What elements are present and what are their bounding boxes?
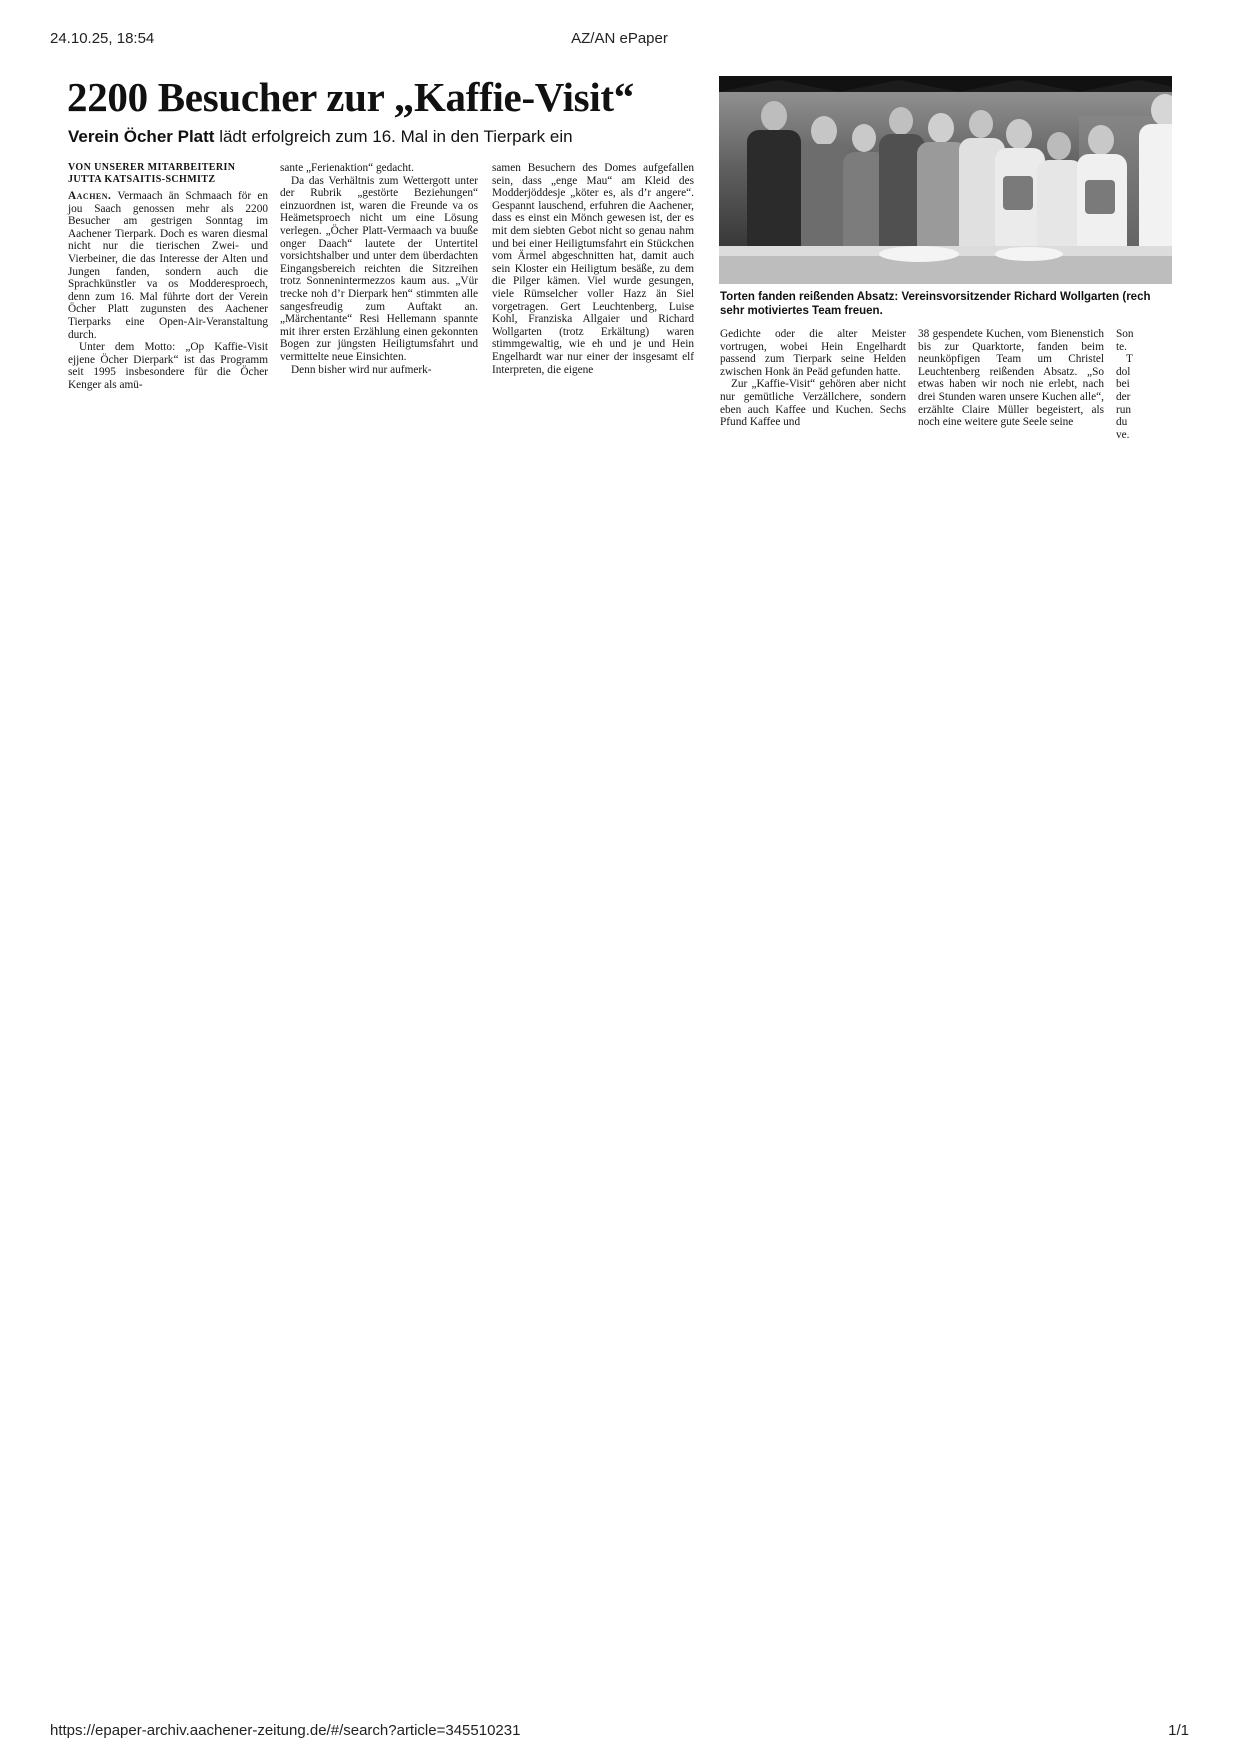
article-photo xyxy=(719,76,1172,284)
print-page-title: AZ/AN ePaper xyxy=(571,30,668,47)
article-column-5 xyxy=(918,328,1104,429)
article-headline: 2200 Besucher zur „Kaffie-Visit“ xyxy=(67,74,634,120)
photo-caption-line-1: Torten fanden reißenden Absatz: Vereinsvorsitzender Richard Wollgarten (rech xyxy=(720,291,1151,303)
col6-line: te. xyxy=(1116,340,1127,353)
col6-line: der xyxy=(1116,390,1131,403)
print-page-count: 1/1 xyxy=(1168,1722,1189,1739)
col2-paragraph: Da das Verhältnis zum Wettergott unter der Rubrik „gestörte Beziehungen“ einzuordnen ist, waren die Freunde va os Heämetsproech nicht um eine Lösung verlegen. „Öcher Platt-Vermaach va buuße onger Daach“ lautete der Untertitel vorsichtshalber und unter dem überdachten Eingangsbereich reichten die Sitzreihen trotz Sonnenintermezzos kaum aus. „Vür trecke noh d’r Dierpark hen“ stimmten alle sangesfreudig zum Auftakt an. „Märchentante“ Resi Hellemann spannte mit ihrer ersten Erzählung einen gekonnten Bogen zur jüngsten Heiligtumsfahrt und vermittelte neue Einsichten. xyxy=(280,174,478,363)
article-column-6-cut xyxy=(1116,328,1172,441)
col4-paragraph: Zur „Kaffie-Visit“ gehören aber nicht nur gemütliche Verzällchere, sondern eben auch Kaffee und Kuchen. Sechs Pfund Kaffee und xyxy=(720,378,906,429)
article-column-2 xyxy=(280,162,478,376)
byline-role: VON UNSERER MITARBEITERIN xyxy=(68,162,236,173)
dateline: Aachen. xyxy=(68,190,112,202)
col6-line: du xyxy=(1116,416,1128,429)
col6-line: ve. xyxy=(1116,428,1130,441)
article-column-4 xyxy=(720,328,906,429)
col6-line: bei xyxy=(1116,378,1130,391)
col4-paragraph: Gedichte oder die alter Meister vortrugen, wobei Hein Engelhardt passend zum Tierpark seine Helden zwischen Honk än Peäd gefunden hatte. xyxy=(720,328,906,378)
photo-caption-line-2: sehr motiviertes Team freuen. xyxy=(720,305,883,317)
col5-paragraph: 38 gespendete Kuchen, vom Bienenstich bis zur Quarktorte, fanden beim neunköpfigen Team um Christel Leuchtenberg reißenden Absatz. „So etwas haben wir noch nie erlebt, nach drei Stunden waren unsere Kuchen alle“, erzählte Claire Müller begeistert, als noch eine weitere gute Seele seine xyxy=(918,328,1104,429)
print-url: https://epaper-archiv.aachener-zeitung.de/#/search?article=345510231 xyxy=(50,1722,521,1739)
col6-line: dol xyxy=(1116,365,1131,378)
col6-line: T xyxy=(1126,353,1133,366)
article-subhead xyxy=(68,126,573,148)
col1-paragraph: Aachen. Vermaach än Schmaach för en jou Saach genossen mehr als 2200 Besucher am gestrigen Sonntag im Aachener Tierpark. Doch es waren diesmal nicht nur die tierischen Zwei- und Vierbeiner, die das Interesse der Alten und Jungen fanden, sondern auch die Sprachkünstler va os Modderesproech, denn zum 16. Mal führte dort der Verein Öcher Platt zugunsten des Aachener Tierparks eine Open-Air-Veranstaltung durch. xyxy=(68,190,268,341)
article-column-1 xyxy=(68,190,268,392)
byline-author: JUTTA KATSAITIS-SCHMITZ xyxy=(68,174,216,185)
photo-illustration xyxy=(719,76,1172,284)
col6-line: run xyxy=(1116,403,1132,416)
col1-paragraph: Unter dem Motto: „Op Kaffie-Visit ejjene Öcher Dierpark“ ist das Programm seit 1995 insbesondere für die Öcher Kenger als amü- xyxy=(68,341,268,391)
col3-paragraph: samen Besuchern des Domes aufgefallen sein, dass „enge Mau“ am Kleid des Modderjöddesje „köter es, als d’r angere“. Gespannt lauschend, erfuhren die Aachener, dass es einst ein Mönch gewesen ist, der es mit dem siebten Gebot nicht so genau nahm und bei einer Heiligtumsfahrt ein Stückchen vom Ärmel abgeschnitten hat, damit auch sein Kloster ein Heiligtum besäße, zu dem die Pilger kämen. Viel wurde gesungen, viele Rümselcher voller Hazz än Siel vorgetragen. Gert Leuchtenberg, Luise Kohl, Franziska Allgaier und Richard Wollgarten (trotz Erkältung) waren stimmgewaltig, wie eh und je und Hein Engelhardt war nur einer der insgesamt elf Interpreten, die eigene xyxy=(492,162,694,376)
newspaper-clipping xyxy=(62,70,1172,470)
col6-line: Son xyxy=(1116,328,1134,340)
col2-paragraph: Denn bisher wird nur aufmerk- xyxy=(291,363,432,376)
photo-caption xyxy=(720,290,1172,318)
byline xyxy=(68,162,268,186)
subhead-bold: Verein Öcher Platt xyxy=(68,127,215,146)
article-column-3 xyxy=(492,162,694,376)
subhead-rest: lädt erfolgreich zum 16. Mal in den Tierpark ein xyxy=(219,127,573,146)
print-datetime: 24.10.25, 18:54 xyxy=(50,30,155,47)
col2-paragraph: sante „Ferienaktion“ gedacht. xyxy=(280,162,414,174)
